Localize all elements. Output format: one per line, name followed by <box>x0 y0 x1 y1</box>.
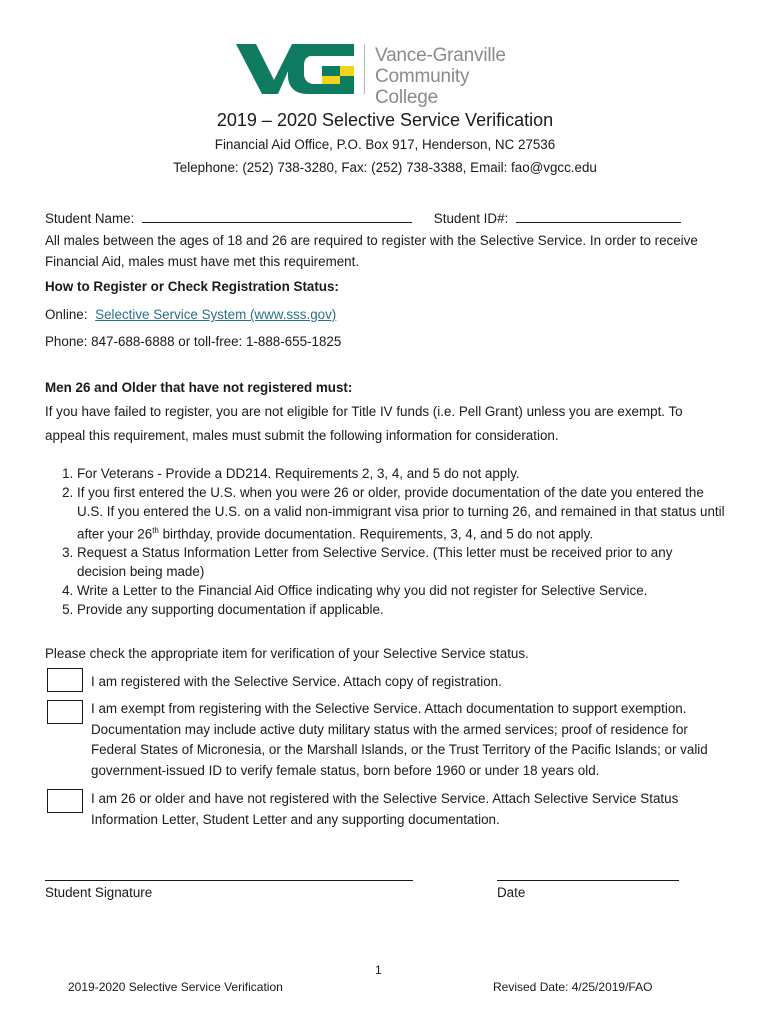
exempt-option-text: I am exempt from registering with the Selective Service. Attach documentation to support exemption. Documentation may include active duty military status with the armed services; proof of residence for Federal States of Micronesia, or the Marshall Islands, or the Trust Territory of the Pacific Islands; or valid government-issued ID to verify female status, born before 1960 or under 18 years old. <box>91 701 708 778</box>
student-info-row <box>45 210 745 226</box>
online-row <box>45 307 336 322</box>
how-to-heading-text: How to Register or Check Registration Status: <box>45 279 339 294</box>
list-item-2a: If you first entered the U.S. when you were 26 or older, provide documentation of the date you entered the U.S. If you entered the U.S. on a valid non-immigrant visa prior to turning 26, and remained in that status until after your 26 <box>77 485 725 542</box>
college-logo <box>236 42 536 108</box>
sss-link[interactable]: Selective Service System (www.sss.gov) <box>95 307 337 322</box>
list-item: 4. Write a Letter to the Financial Aid Office indicating why you did not register for Selective Service. <box>77 581 725 600</box>
student-name-label: Student Name: <box>45 211 135 226</box>
student-id-label: Student ID#: <box>433 211 509 226</box>
list-item <box>77 483 725 543</box>
list-item-2-sup: th <box>152 526 159 535</box>
date-line[interactable] <box>497 880 679 881</box>
intro-text: All males between the ages of 18 and 26 are required to register with the Selective Service. In order to receive Financial Aid, males must have met this requirement. <box>45 233 698 269</box>
vg-logo-mark <box>236 42 364 98</box>
college-name <box>375 45 536 108</box>
over26-checkbox[interactable] <box>47 789 83 813</box>
footer-left: 2019-2020 Selective Service Verification <box>68 980 283 994</box>
date-label: Date <box>497 885 526 900</box>
page-number: 1 <box>375 963 382 977</box>
how-to-heading <box>45 279 339 294</box>
phone-row: Phone: 847-688-6888 or toll-free: 1-888-655-1825 <box>45 334 342 349</box>
requirements-list <box>45 464 725 619</box>
registered-option-text: I am registered with the Selective Service. Attach copy of registration. <box>91 674 502 689</box>
signature-label: Student Signature <box>45 885 153 900</box>
men26-heading-text: Men 26 and Older that have not registered must: <box>45 380 353 395</box>
list-item: 1. For Veterans - Provide a DD214. Requirements 2, 3, 4, and 5 do not apply. <box>77 464 725 483</box>
college-name-line1: Vance-Granville <box>375 45 506 66</box>
men26-text: If you have failed to register, you are not eligible for Title IV funds (i.e. Pell Grant) unless you are exempt. To appeal this requirement, males must submit the following information for consideration. <box>45 404 683 443</box>
over26-option-text: I am 26 or older and have not registered with the Selective Service. Attach Selective Service Status Information Letter, Student Letter and any supporting documentation. <box>91 791 679 827</box>
list-item: 3. Request a Status Information Letter from Selective Service. (This letter must be received prior to any decision being made) <box>77 543 725 581</box>
footer-right: Revised Date: 4/25/2019/FAO <box>493 980 653 994</box>
logo-divider <box>364 44 365 94</box>
list-item: 5. Provide any supporting documentation if applicable. <box>77 600 725 619</box>
page-title: 2019 – 2020 Selective Service Verification <box>216 110 554 130</box>
signature-line[interactable] <box>45 880 413 881</box>
college-name-line2: Community College <box>375 66 470 108</box>
office-contact: Telephone: (252) 738-3280, Fax: (252) 738-3388, Email: fao@vgcc.edu <box>173 160 597 175</box>
men26-heading <box>45 380 352 395</box>
office-address: Financial Aid Office, P.O. Box 917, Henderson, NC 27536 <box>214 137 556 152</box>
student-name-field[interactable] <box>142 210 412 223</box>
registered-checkbox[interactable] <box>47 668 83 692</box>
student-id-field[interactable] <box>516 210 681 223</box>
list-item-2b: birthday, provide documentation. Requirements, 3, 4, and 5 do not apply. <box>158 526 594 542</box>
exempt-checkbox[interactable] <box>47 700 83 724</box>
logo-letters: VG <box>236 42 238 43</box>
check-prompt: Please check the appropriate item for verification of your Selective Service status. <box>45 646 529 661</box>
online-label: Online: <box>45 307 88 322</box>
